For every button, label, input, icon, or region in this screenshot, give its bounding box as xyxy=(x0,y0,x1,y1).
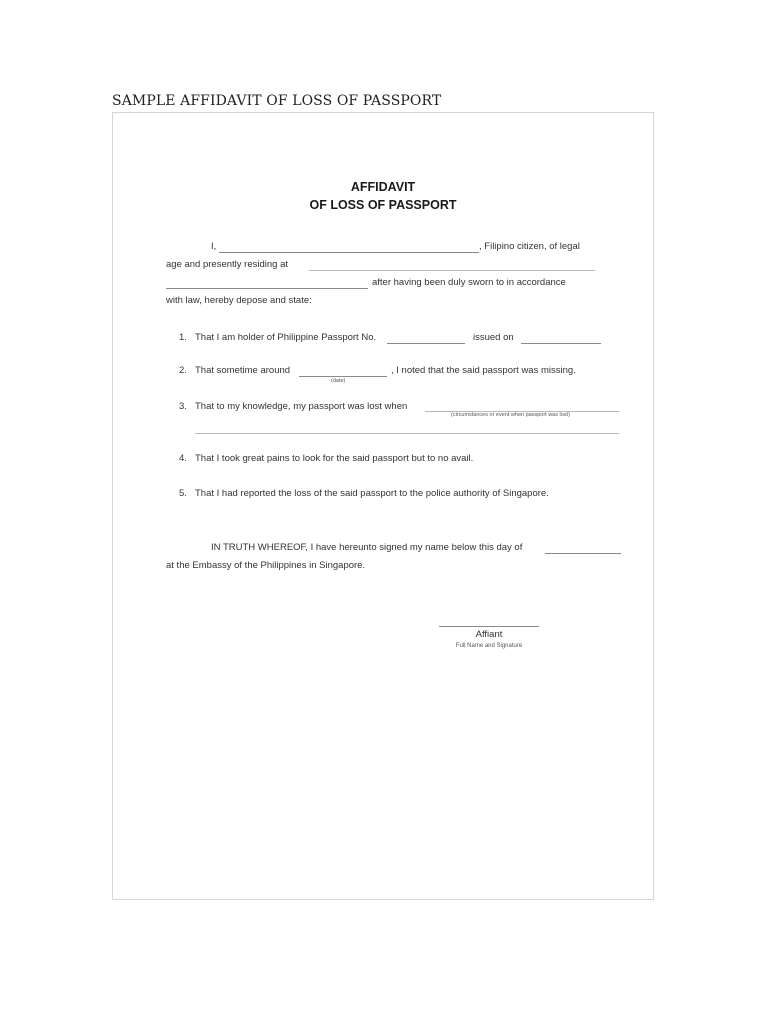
item-5-text: That I had reported the loss of the said passport to the police authority of Singapore. xyxy=(195,488,549,499)
name-blank[interactable] xyxy=(219,252,479,253)
missing-date-blank[interactable] xyxy=(299,376,387,377)
affiant-sublabel: Full Name and Signature xyxy=(455,643,523,649)
item-1-number: 1. xyxy=(179,332,187,343)
item-3-number: 3. xyxy=(179,401,187,412)
item-2-text: That sometime around xyxy=(195,365,291,376)
document-title-line1: AFFIDAVIT xyxy=(350,180,416,194)
item-2-date-hint: (date) xyxy=(331,378,346,384)
passport-number-blank[interactable] xyxy=(387,343,465,344)
circumstances-blank-2[interactable] xyxy=(195,433,619,434)
item-4-number: 4. xyxy=(179,453,187,464)
document-title-line2: OF LOSS OF PASSPORT xyxy=(309,198,457,212)
closing-line-1: IN TRUTH WHEREOF, I have hereunto signed my name below this day of xyxy=(211,542,523,553)
item-2-number: 2. xyxy=(179,365,187,376)
item-2-extra-text: , I noted that the said passport was missing. xyxy=(391,365,576,376)
issue-date-blank[interactable] xyxy=(521,343,601,344)
affiant-label: Affiant xyxy=(475,629,503,640)
item-1-text: That I am holder of Philippine Passport No. xyxy=(195,332,377,343)
intro-i-label: I, xyxy=(211,241,217,252)
intro-residing-text: age and presently residing at xyxy=(166,259,288,270)
affidavit-document xyxy=(112,112,654,900)
signature-line[interactable] xyxy=(439,626,539,627)
day-blank[interactable] xyxy=(545,553,621,554)
item-3-circumstances-hint: (circumstances or event when passport was lost) xyxy=(451,412,570,418)
page-heading: SAMPLE AFFIDAVIT OF LOSS OF PASSPORT xyxy=(112,93,442,109)
item-3-text: That to my knowledge, my passport was lost when xyxy=(195,401,408,412)
intro-depose-text: with law, hereby depose and state: xyxy=(166,295,312,306)
intro-sworn-text: after having been duly sworn to in accordance xyxy=(372,277,566,288)
item-5-number: 5. xyxy=(179,488,187,499)
item-1-issued-text: issued on xyxy=(473,332,514,343)
closing-line-2: at the Embassy of the Philippines in Singapore. xyxy=(166,560,366,571)
intro-citizen-text: , Filipino citizen, of legal xyxy=(479,241,580,252)
address-blank-2[interactable] xyxy=(166,288,368,289)
address-blank-1[interactable] xyxy=(309,270,595,271)
item-4-text: That I took great pains to look for the said passport but to no avail. xyxy=(195,453,474,464)
